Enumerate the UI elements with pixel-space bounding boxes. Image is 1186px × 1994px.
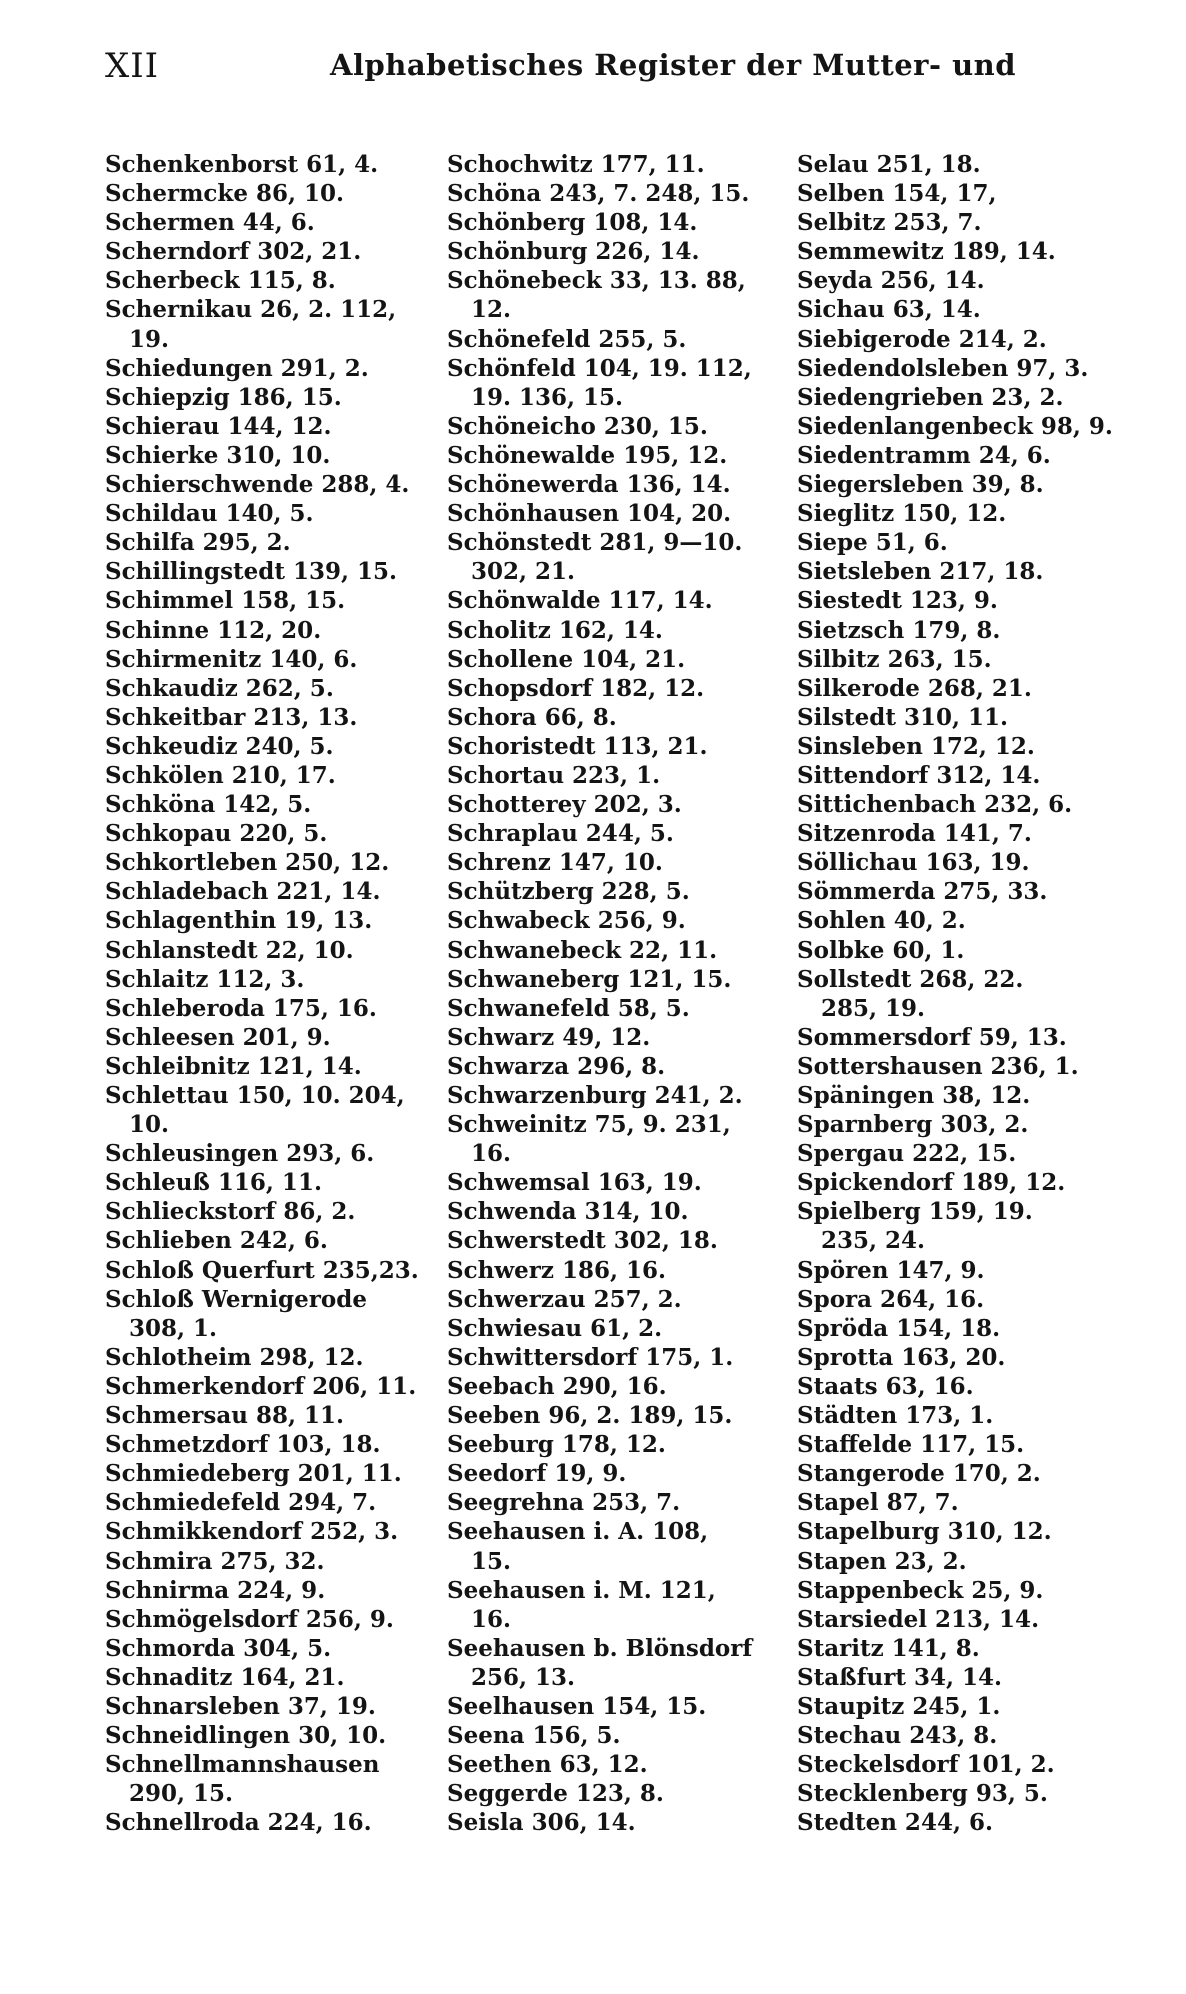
register-entry: Schwanefeld 58, 5.: [447, 994, 690, 1022]
register-entry: Selau 251, 18.: [797, 151, 981, 178]
register-entry: Söllichau 163, 19.: [797, 849, 1030, 877]
register-entry: Schermcke 86, 10.: [105, 180, 345, 208]
register-entry: Semmewitz 189, 14.: [797, 238, 1056, 266]
register-entry: Seisla 306, 14.: [447, 1809, 636, 1837]
register-entry: Schernikau 26, 2. 112,: [105, 296, 397, 324]
register-entry: Sittendorf 312, 14.: [797, 761, 1041, 789]
register-entry: Schleesen 201, 9.: [105, 1023, 331, 1051]
register-entry: Schneidlingen 30, 10.: [105, 1722, 387, 1750]
register-entry: Sprotta 163, 20.: [797, 1343, 1006, 1371]
register-entry: Schöna 243, 7. 248, 15.: [447, 180, 750, 208]
register-entry: Seggerde 123, 8.: [447, 1780, 664, 1808]
register-entry: Seelhausen 154, 15.: [447, 1692, 707, 1720]
register-entry-continuation: 10.: [129, 1111, 170, 1139]
register-entry-continuation: 16.: [471, 1605, 512, 1633]
register-entry: Schleberoda 175, 16.: [105, 994, 377, 1022]
register-entry: Schmersau 88, 11.: [105, 1402, 345, 1430]
register-entry: Schmorda 304, 5.: [105, 1634, 332, 1662]
register-entry: Schkopau 220, 5.: [105, 820, 328, 848]
register-entry: Schlanstedt 22, 10.: [105, 936, 354, 964]
register-entry: Spröda 154, 18.: [797, 1314, 1001, 1342]
register-entry: Seyda 256, 14.: [797, 267, 985, 295]
register-entry-continuation: 308, 1.: [129, 1314, 218, 1342]
register-entry: Schkeitbar 213, 13.: [105, 703, 358, 731]
register-entry: Seeben 96, 2. 189, 15.: [447, 1402, 733, 1430]
register-entry: Seethen 63, 12.: [447, 1751, 648, 1779]
register-entry: Scherbeck 115, 8.: [105, 267, 336, 295]
register-entry: Schermen 44, 6.: [105, 209, 315, 237]
register-entry: Schwittersdorf 175, 1.: [447, 1343, 734, 1371]
register-entry: Siedendolsleben 97, 3.: [797, 354, 1089, 382]
register-entry: Schleuß 116, 11.: [105, 1169, 322, 1197]
register-entry: Schladebach 221, 14.: [105, 878, 381, 906]
register-entry: Spören 147, 9.: [797, 1256, 985, 1284]
register-entry: Siestedt 123, 9.: [797, 587, 998, 615]
register-entry-continuation: 302, 21.: [471, 558, 576, 586]
register-entry: Schkölen 210, 17.: [105, 761, 336, 789]
register-entry: Schraplau 244, 5.: [447, 820, 674, 848]
register-entry: Schwerzau 257, 2.: [447, 1285, 682, 1313]
register-entry: Schlaitz 112, 3.: [105, 965, 305, 993]
register-entry: Schwanebeck 22, 11.: [447, 936, 718, 964]
register-entry: Schmögelsdorf 256, 9.: [105, 1605, 394, 1633]
register-entry-continuation: 285, 19.: [821, 994, 926, 1022]
register-entry: Schköna 142, 5.: [105, 791, 312, 819]
register-entry: Schmerkendorf 206, 11.: [105, 1372, 417, 1400]
register-entry: Spielberg 159, 19.: [797, 1198, 1033, 1226]
register-entry: Schlotheim 298, 12.: [105, 1343, 364, 1371]
register-entry: Schönewalde 195, 12.: [447, 441, 728, 469]
register-entry: Schwarza 296, 8.: [447, 1052, 666, 1080]
register-entry: Seebach 290, 16.: [447, 1372, 667, 1400]
register-entry: Stappenbeck 25, 9.: [797, 1576, 1044, 1604]
register-entry: Schochwitz 177, 11.: [447, 151, 705, 178]
register-entry: Späningen 38, 12.: [797, 1082, 1031, 1109]
register-entry: Schönstedt 281, 9—10.: [447, 529, 743, 557]
register-entry: Seegrehna 253, 7.: [447, 1489, 681, 1517]
register-entry: Sottershausen 236, 1.: [797, 1052, 1079, 1080]
register-entry: Sitzenroda 141, 7.: [797, 820, 1032, 848]
register-entry: Schlieben 242, 6.: [105, 1227, 328, 1255]
register-entry: Schoristedt 113, 21.: [447, 732, 708, 760]
register-entry: Schotterey 202, 3.: [447, 791, 682, 819]
register-entry: Schönburg 226, 14.: [447, 238, 700, 266]
register-entry-continuation: 235, 24.: [821, 1227, 926, 1255]
register-entry: Schierke 310, 10.: [105, 441, 331, 469]
register-entry: Stapen 23, 2.: [797, 1547, 967, 1575]
page-title: Alphabetisches Register der Mutter- und: [330, 48, 1017, 82]
register-entry: Spickendorf 189, 12.: [797, 1169, 1066, 1197]
register-entry: Sömmerda 275, 33.: [797, 878, 1048, 906]
register-entry: Schnellmannshausen: [105, 1751, 380, 1779]
register-entry: Seehausen b. Blönsdorf: [447, 1634, 753, 1662]
register-entry: Schwaneberg 121, 15.: [447, 965, 732, 993]
register-entry: Schwenda 314, 10.: [447, 1198, 689, 1226]
register-entry: Schiepzig 186, 15.: [105, 383, 342, 411]
register-entry: Schützberg 228, 5.: [447, 878, 690, 906]
register-entry: Sittichenbach 232, 6.: [797, 791, 1073, 819]
register-entry: Schönefeld 255, 5.: [447, 325, 687, 353]
register-entry: Schwarz 49, 12.: [447, 1023, 651, 1051]
register-entry: Stapelburg 310, 12.: [797, 1518, 1052, 1546]
register-entry: Schinne 112, 20.: [105, 616, 322, 644]
register-entry: Siepe 51, 6.: [797, 529, 948, 557]
register-entry: Schloß Querfurt 235,23.: [105, 1256, 419, 1284]
register-entry: Siedengrieben 23, 2.: [797, 383, 1064, 411]
register-entry: Schönwalde 117, 14.: [447, 587, 713, 615]
register-entry: Schillingstedt 139, 15.: [105, 558, 398, 586]
register-entry: Selbitz 253, 7.: [797, 209, 982, 237]
register-entry: Schwabeck 256, 9.: [447, 907, 686, 935]
register-entry-continuation: 19. 136, 15.: [471, 383, 624, 411]
register-entry: Schweinitz 75, 9. 231,: [447, 1111, 731, 1139]
register-entry: Schwerz 186, 16.: [447, 1256, 666, 1284]
register-entry: Schilfa 295, 2.: [105, 529, 291, 557]
register-entry: Siebigerode 214, 2.: [797, 325, 1047, 353]
register-entry: Siedentramm 24, 6.: [797, 441, 1051, 469]
register-entry: Staßfurt 34, 14.: [797, 1663, 1003, 1691]
register-entry: Seedorf 19, 9.: [447, 1460, 627, 1488]
register-entry: Solbke 60, 1.: [797, 936, 965, 964]
register-column-1: [105, 150, 445, 1837]
register-entry: Schwarzenburg 241, 2.: [447, 1082, 743, 1109]
register-entry: Selben 154, 17,: [797, 180, 997, 208]
register-entry-continuation: 19.: [129, 325, 170, 353]
register-entry: Stapel 87, 7.: [797, 1489, 959, 1517]
register-entry: Sichau 63, 14.: [797, 296, 981, 324]
register-entry: Sohlen 40, 2.: [797, 907, 966, 935]
register-entry: Silbitz 263, 15.: [797, 645, 992, 673]
register-entry: Spergau 222, 15.: [797, 1140, 1017, 1168]
register-entry: Schloß Wernigerode: [105, 1285, 367, 1313]
register-entry: Schkeudiz 240, 5.: [105, 732, 334, 760]
register-entry: Schlieckstorf 86, 2.: [105, 1198, 356, 1226]
register-entry: Schkortleben 250, 12.: [105, 849, 390, 877]
register-entry: Schleusingen 293, 6.: [105, 1140, 375, 1168]
register-entry: Scherndorf 302, 21.: [105, 238, 362, 266]
register-entry: Siedenlangenbeck 98, 9.: [797, 412, 1113, 440]
register-entry: Sietsleben 217, 18.: [797, 558, 1044, 586]
register-entry: Schmira 275, 32.: [105, 1547, 325, 1575]
register-entry: Schöneicho 230, 15.: [447, 412, 708, 440]
register-entry-continuation: 290, 15.: [129, 1780, 234, 1808]
register-entry: Schirmenitz 140, 6.: [105, 645, 358, 673]
register-entry: Seeburg 178, 12.: [447, 1431, 666, 1459]
register-entry: Stecklenberg 93, 5.: [797, 1780, 1048, 1808]
register-entry: Schlagenthin 19, 13.: [105, 907, 373, 935]
register-entry: Schnarsleben 37, 19.: [105, 1692, 376, 1720]
register-entry: Schimmel 158, 15.: [105, 587, 346, 615]
register-entry: Stangerode 170, 2.: [797, 1460, 1041, 1488]
register-entry: Silstedt 310, 11.: [797, 703, 1009, 731]
register-entry: Schnaditz 164, 21.: [105, 1663, 345, 1691]
register-column-2: [447, 150, 787, 1837]
register-entry: Sommersdorf 59, 13.: [797, 1023, 1067, 1051]
register-entry: Starsiedel 213, 14.: [797, 1605, 1040, 1633]
register-entry: Spora 264, 16.: [797, 1285, 985, 1313]
register-entry: Schönhausen 104, 20.: [447, 500, 732, 528]
register-entry: Schwerstedt 302, 18.: [447, 1227, 718, 1255]
register-entry: Schortau 223, 1.: [447, 761, 661, 789]
register-entry: Schleibnitz 121, 14.: [105, 1052, 362, 1080]
register-entry-continuation: 15.: [471, 1547, 512, 1575]
register-entry: Sinsleben 172, 12.: [797, 732, 1035, 760]
register-entry: Sparnberg 303, 2.: [797, 1111, 1029, 1139]
register-entry: Schlettau 150, 10. 204,: [105, 1082, 405, 1109]
register-entry: Schwemsal 163, 19.: [447, 1169, 702, 1197]
register-entry: Schrenz 147, 10.: [447, 849, 663, 877]
register-entry: Sieglitz 150, 12.: [797, 500, 1007, 528]
register-entry: Schönberg 108, 14.: [447, 209, 698, 237]
register-entry: Silkerode 268, 21.: [797, 674, 1032, 702]
register-entry: Schollene 104, 21.: [447, 645, 686, 673]
register-entry: Schiedungen 291, 2.: [105, 354, 369, 382]
register-entry: Schönfeld 104, 19. 112,: [447, 354, 752, 382]
register-entry: Seehausen i. M. 121,: [447, 1576, 716, 1604]
register-entry-continuation: 12.: [471, 296, 512, 324]
register-entry: Schierau 144, 12.: [105, 412, 332, 440]
register-entry: Schopsdorf 182, 12.: [447, 674, 705, 702]
register-entry: Steckelsdorf 101, 2.: [797, 1751, 1055, 1779]
register-entry: Schnellroda 224, 16.: [105, 1809, 372, 1837]
register-entry: Städten 173, 1.: [797, 1402, 994, 1430]
register-entry: Schierschwende 288, 4.: [105, 471, 410, 499]
register-entry: Staats 63, 16.: [797, 1372, 974, 1400]
page-header: [0, 38, 1186, 98]
register-entry: Stedten 244, 6.: [797, 1809, 993, 1837]
page-number: XII: [105, 46, 160, 86]
register-entry: Sietzsch 179, 8.: [797, 616, 1001, 644]
register-entry: Schmetzdorf 103, 18.: [105, 1431, 381, 1459]
register-entry: Sollstedt 268, 22.: [797, 965, 1024, 993]
register-entry: Schenkenborst 61, 4.: [105, 151, 379, 178]
register-entry-continuation: 16.: [471, 1140, 512, 1168]
register-entry: Schwiesau 61, 2.: [447, 1314, 663, 1342]
register-entry: Schmikkendorf 252, 3.: [105, 1518, 399, 1546]
register-column-3: [797, 150, 1147, 1837]
register-entry: Scholitz 162, 14.: [447, 616, 663, 644]
register-entry-continuation: 256, 13.: [471, 1663, 576, 1691]
register-entry: Staupitz 245, 1.: [797, 1692, 1001, 1720]
register-entry: Seehausen i. A. 108,: [447, 1518, 709, 1546]
register-entry: Stechau 243, 8.: [797, 1722, 998, 1750]
register-entry: Schkaudiz 262, 5.: [105, 674, 334, 702]
register-entry: Schildau 140, 5.: [105, 500, 314, 528]
register-entry: Schora 66, 8.: [447, 703, 617, 731]
register-entry: Schmiedefeld 294, 7.: [105, 1489, 377, 1517]
register-entry: Staritz 141, 8.: [797, 1634, 980, 1662]
register-entry: Schönewerda 136, 14.: [447, 471, 731, 499]
register-entry: Seena 156, 5.: [447, 1722, 621, 1750]
register-entry: Schmiedeberg 201, 11.: [105, 1460, 402, 1488]
register-entry: Staffelde 117, 15.: [797, 1431, 1025, 1459]
register-entry: Schnirma 224, 9.: [105, 1576, 326, 1604]
register-entry: Schönebeck 33, 13. 88,: [447, 267, 746, 295]
register-entry: Siegersleben 39, 8.: [797, 471, 1044, 499]
